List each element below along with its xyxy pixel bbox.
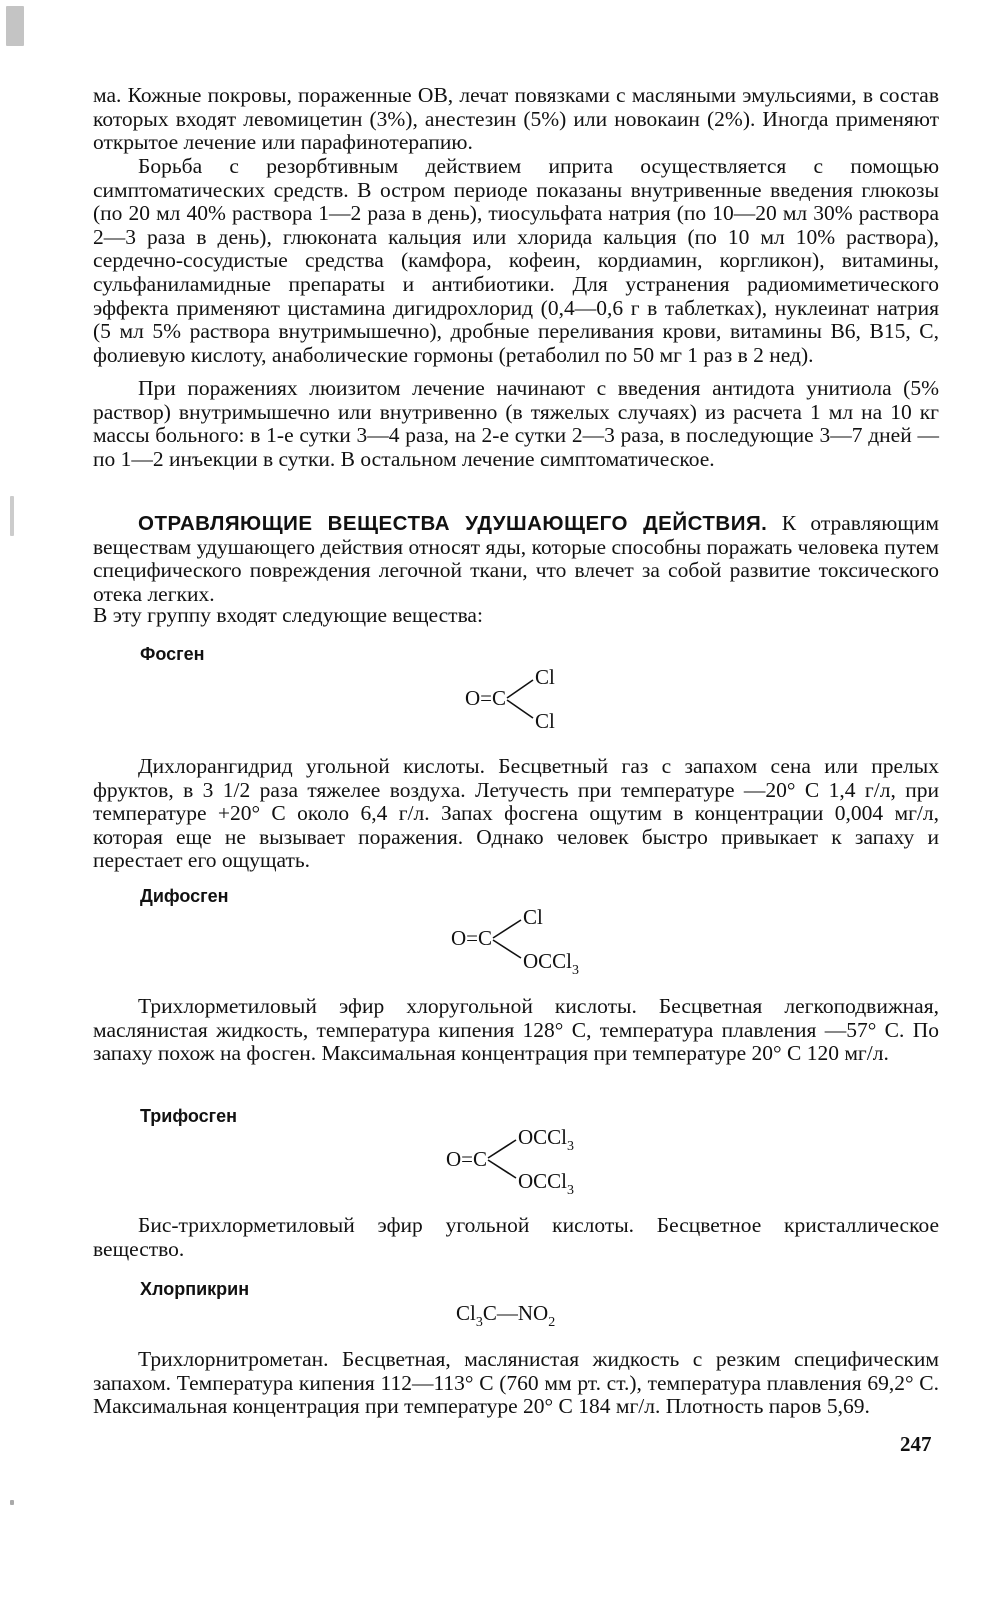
bond-top <box>488 1140 516 1158</box>
bond-top <box>493 920 521 938</box>
formula-chloropicrin <box>452 1292 602 1332</box>
formula-triphosgene <box>436 1116 626 1206</box>
formula-top: Cl <box>523 905 543 929</box>
formula-left: O=C <box>451 926 493 950</box>
description-phosgene: Дихлорангидрид угольной кислоты. Бесцветный газ с запахом сена или прелых фруктов, в 3 1/2 раза тяжелее воздуха. Летучесть при температуре —20° C 1,4 г/л, при температуре +20° C около 6,4 г/л. Запах фосгена ощутим в концентрации 0,004 мг/л, которая еще не вызывает поражения. Однако человек быстро привыкает к запаху и перестает его ощущать. <box>93 754 939 873</box>
scan-speck <box>10 496 14 536</box>
compound-title-chloropicrin: Хлорпикрин <box>140 1279 250 1299</box>
bond-top <box>507 680 533 698</box>
formula-left: O=C <box>465 686 507 710</box>
bond-bottom <box>488 1160 516 1178</box>
formula-top: Cl <box>535 665 555 689</box>
paragraph-skin-treatment: ма. Кожные покровы, пораженные ОВ, лечат повязками с масляными эмульсиями, в состав которых входят левомицетин (3%), анестезин (5%) или новокаин (2%). Иногда применяют открытое лечение или парафинотерапию. <box>93 83 939 155</box>
scan-speck <box>6 6 24 46</box>
compound-title-diphosgene: Дифосген <box>140 886 229 906</box>
group-intro: В эту группу входят следующие вещества: <box>93 603 483 627</box>
page-number: 247 <box>900 1432 932 1456</box>
description-triphosgene: Бис-трихлорметиловый эфир угольной кислоты. Бесцветное кристаллическое вещество. <box>93 1213 939 1261</box>
formula-diphosgene <box>441 898 621 984</box>
section-intro <box>93 512 939 606</box>
compound-title-phosgene: Фосген <box>140 644 205 664</box>
formula-bottom: OCCl$_3$ <box>518 1169 575 1198</box>
formula-bottom: OCCl$_3$ <box>523 949 580 978</box>
compound-title-triphosgene: Трифосген <box>140 1106 238 1126</box>
description-chloropicrin: Трихлорнитрометан. Бесцветная, маслянистая жидкость с резким специфическим запахом. Температура кипения 112—113° C (760 мм рт. ст.), температура плавления 69,2° C. Максимальная концентрация при температуре 20° C 184 мг/л. Плотность паров 5,69. <box>93 1347 939 1419</box>
description-diphosgene: Трихлорметиловый эфир хлоругольной кислоты. Бесцветная легкоподвижная, маслянистая жидкость, температура кипения 128° C, температура плавления —57° C. По запаху похож на фосген. Максимальная концентрация при температуре 20° C 120 мг/л. <box>93 994 939 1066</box>
section-heading: ОТРАВЛЯЮЩИЕ ВЕЩЕСТВА УДУШАЮЩЕГО ДЕЙСТВИЯ. <box>138 512 768 535</box>
bond-bottom <box>507 700 533 718</box>
formula-left: O=C <box>446 1147 488 1171</box>
formula-chloropicrin-text: $Cl_3C—NO_2$ <box>456 1301 556 1330</box>
formula-phosgene <box>455 660 585 740</box>
scan-speck <box>10 1500 14 1505</box>
paragraph-lewisite-treatment: При поражениях люизитом лечение начинают с введения антидота унитиола (5% раствор) внутримышечно или внутривенно (в тяжелых случаях) из расчета 1 мл на 10 кг массы больного: в 1-е сутки 3—4 раза, на 2-е сутки 2—3 раза, в последующие 3—7 дней — по 1—2 инъекции в сутки. В остальном лечение симптоматическое. <box>93 376 939 471</box>
formula-bottom: Cl <box>535 709 555 733</box>
bond-bottom <box>493 940 521 958</box>
paragraph-resorptive-treatment: Борьба с резорбтивным действием иприта осуществляется с помощью симптоматических средств. В остром периоде показаны внутривенные введения глюкозы (по 20 мл 40% раствора 1—2 раза в день), тиосульфата натрия (по 10—20 мл 30% раствора 2—3 раза в день), глюконата кальция или хлорида кальция (по 10 мл 10% раствора), сердечно-сосудистые средства (камфора, кофеин, кордиамин, коргликон), витамины, сульфаниламидные препараты и антибиотики. Для устранения радиомиметического эффекта применяют цистамина дигидрохлорид (0,4—0,6 г в таблетках), нуклеинат натрия (5 мл 5% раствора внутримышечно), дробные переливания крови, витамины B6, B15, C, фолиевую кислоту, анаболические гормоны (ретаболил по 50 мг 1 раз в 2 нед). <box>93 154 939 367</box>
formula-top: OCCl$_3$ <box>518 1125 575 1154</box>
section-intro-text: К отравляющим веществам удушающего действия относят яды, которые способны поражать человека путем специфического повреждения легочной ткани, что влечет за собой развитие токсического отека легких. <box>93 511 939 606</box>
